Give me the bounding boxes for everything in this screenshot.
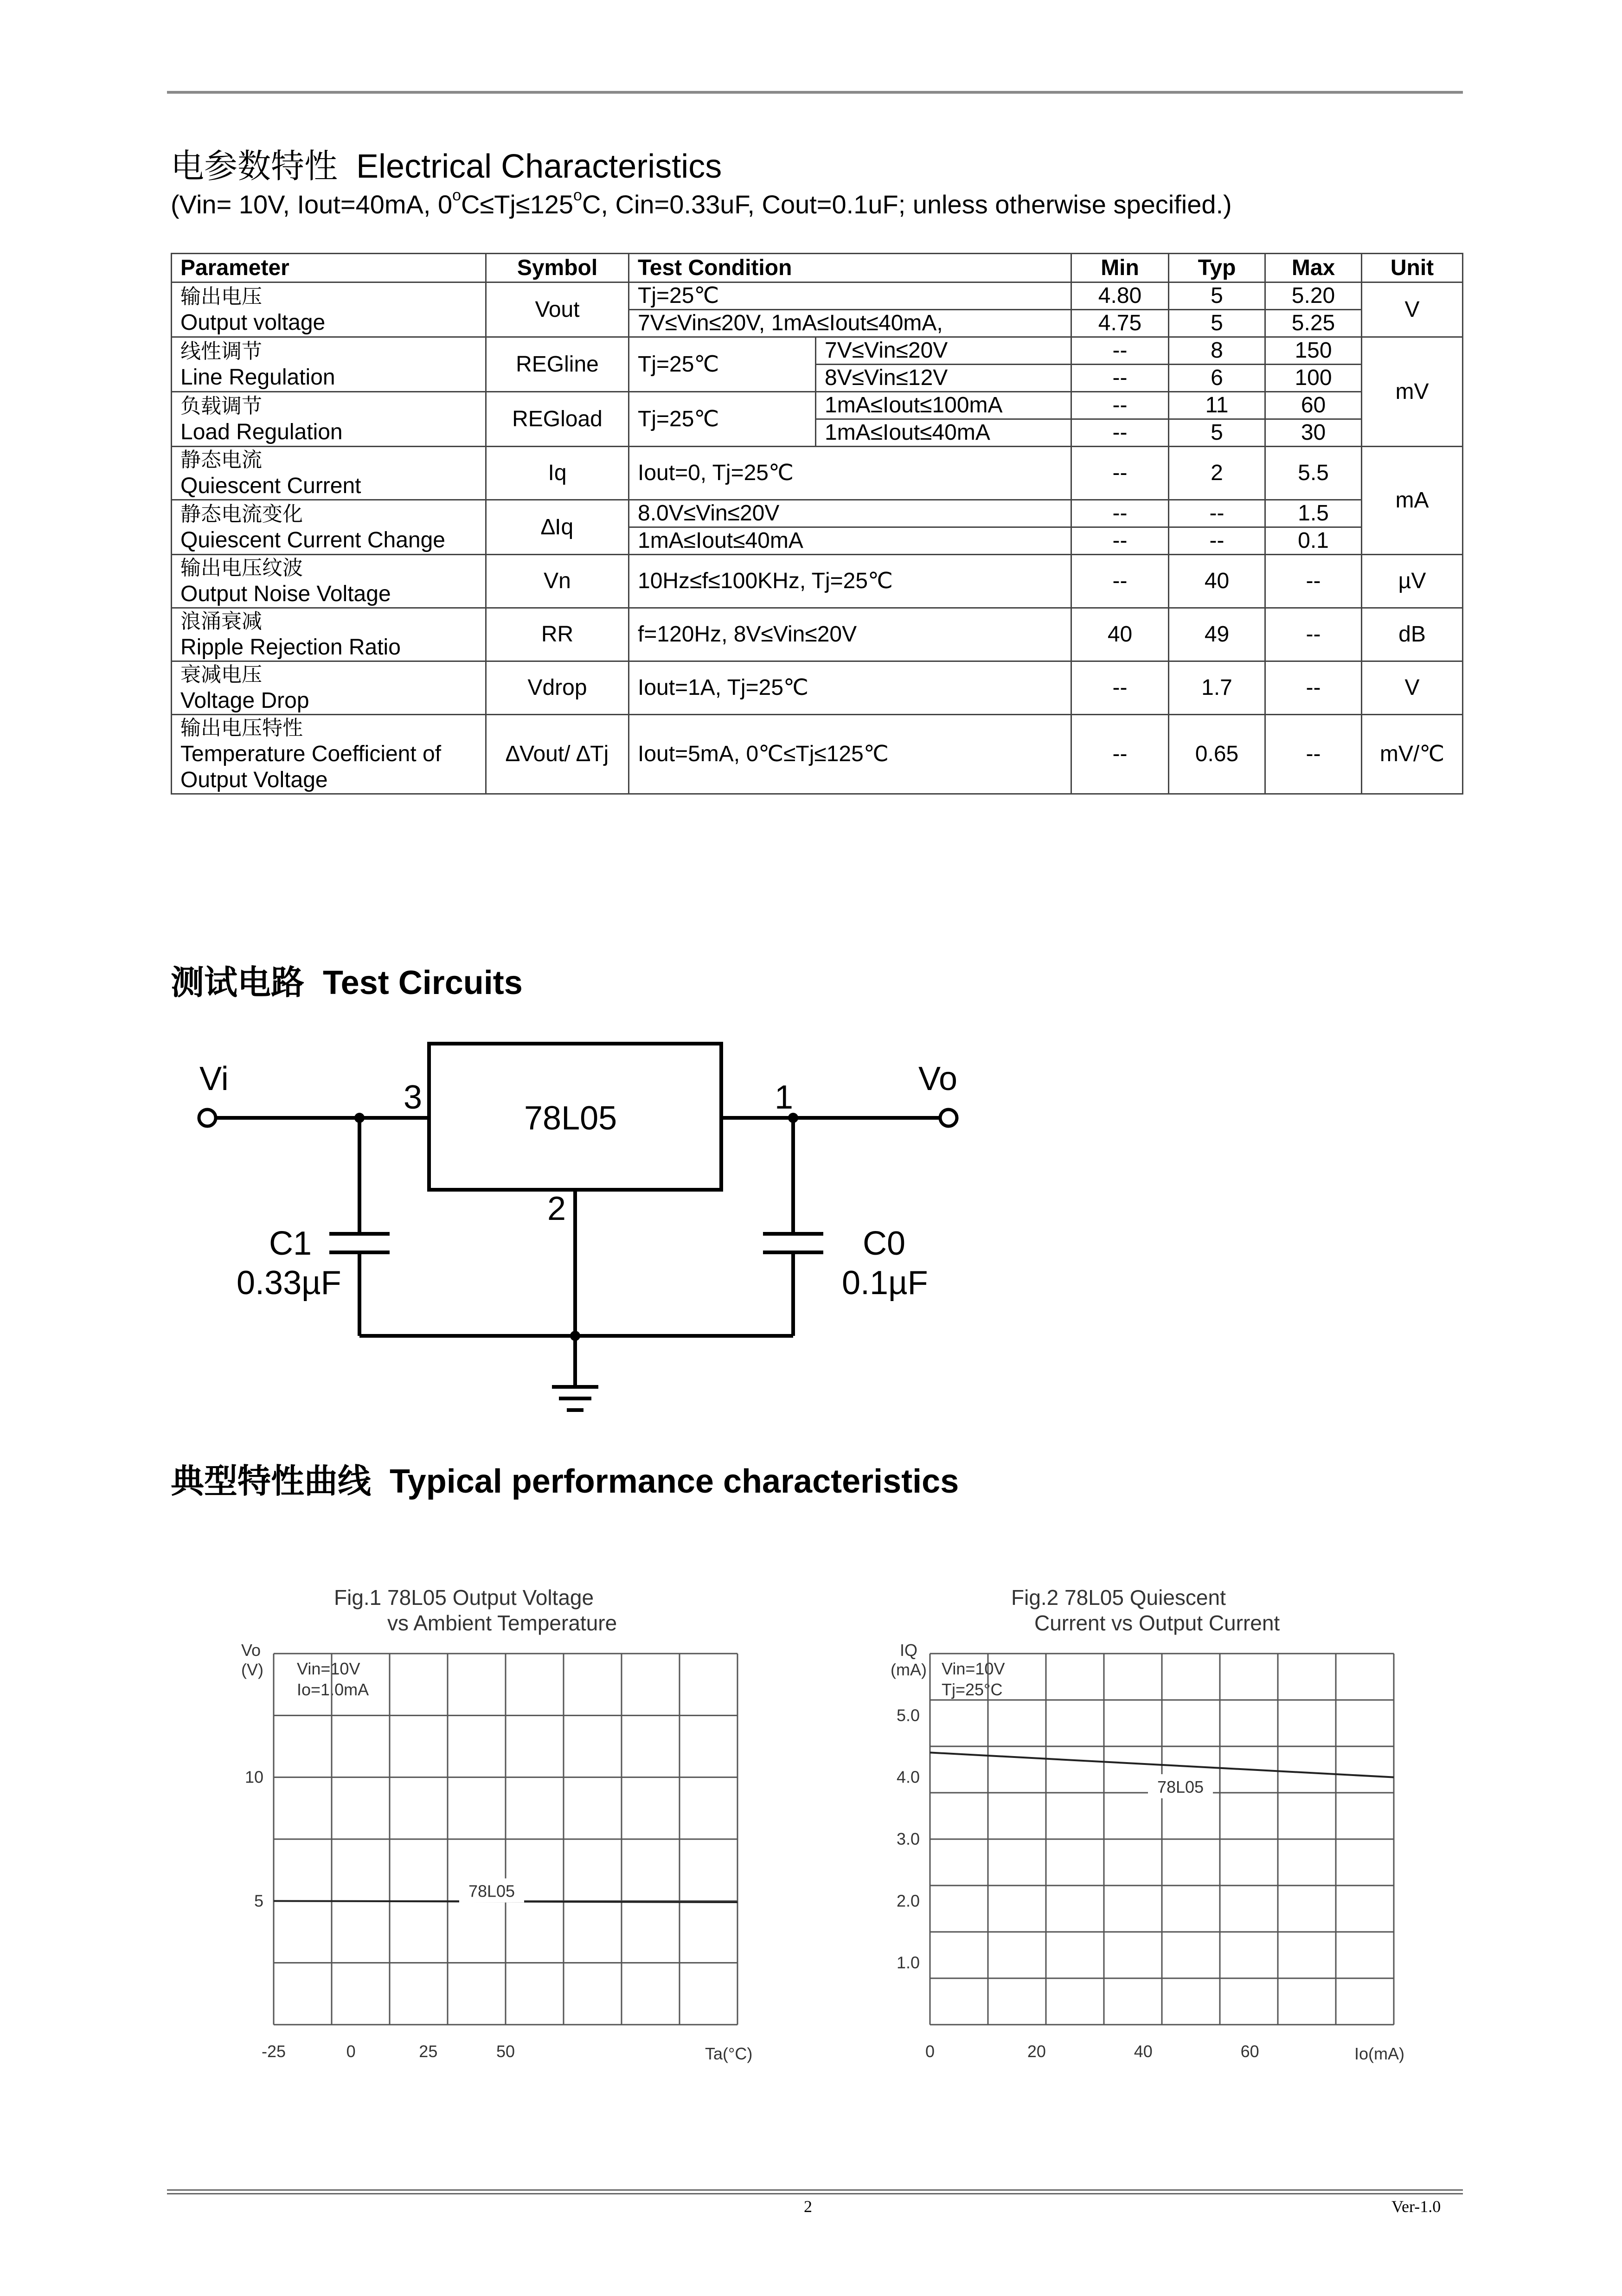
- y-tick-label: 5.0: [896, 1706, 920, 1725]
- param-cn: 输出电压: [180, 284, 262, 308]
- param-cn: 输出电压纹波: [180, 556, 303, 580]
- header-parameter: Parameter: [172, 254, 486, 282]
- condition-cell: f=120Hz, 8V≤Vin≤20V: [629, 608, 1071, 661]
- unit-cell: V: [1362, 282, 1463, 337]
- param-cn: 静态电流: [180, 448, 262, 472]
- fig2-annotation1: Vin=10V: [942, 1659, 1005, 1678]
- pin-out-label: 1: [775, 1079, 794, 1116]
- symbol-cell: Vdrop: [486, 661, 629, 715]
- fig1-xlabel: Ta(°C): [705, 2044, 753, 2063]
- fig2-subtitle: Current vs Output Current: [1034, 1611, 1280, 1635]
- conditions-sup2: o: [573, 186, 582, 205]
- fig2-yunit: (mA): [891, 1660, 927, 1679]
- conditions-part3: C, Cin=0.33uF, Cout=0.1uF; unless otherwise specified.): [582, 190, 1232, 219]
- unit-cell: mV: [1362, 337, 1463, 447]
- symbol-cell: Iq: [486, 447, 629, 500]
- test-circuits-title-cn: 测试电路: [171, 963, 305, 1002]
- y-tick-label: 10: [244, 1767, 263, 1787]
- param-en: Quiescent Current: [180, 474, 361, 498]
- param-cn: 衰减电压: [180, 663, 262, 686]
- param-en: Output Voltage: [180, 768, 328, 792]
- min-cell: --: [1071, 447, 1169, 500]
- param-line-regulation: [172, 337, 486, 392]
- fig1-annotation1: Vin=10V: [297, 1659, 360, 1678]
- param-en: Line Regulation: [180, 365, 335, 390]
- param-output-noise: [172, 555, 486, 608]
- param-cn: 线性调节: [180, 339, 262, 363]
- x-tick-label: 50: [496, 2042, 515, 2061]
- table-row: [172, 447, 1463, 500]
- y-tick-label: 4.0: [896, 1767, 920, 1787]
- fig1-yunit: (V): [241, 1660, 263, 1679]
- min-cell: 40: [1071, 608, 1169, 661]
- max-cell: --: [1265, 608, 1362, 661]
- min-cell: 4.80: [1071, 282, 1169, 310]
- param-ripple-rejection: [172, 608, 486, 661]
- typ-cell: --: [1169, 500, 1265, 527]
- electrical-title-en: Electrical Characteristics: [356, 148, 722, 185]
- ic-label: 78L05: [524, 1100, 617, 1137]
- fig1-subtitle: vs Ambient Temperature: [387, 1611, 617, 1635]
- conditions-sup1: o: [452, 186, 462, 205]
- test-circuits-title: [171, 956, 523, 1004]
- fig2-grid: [930, 1654, 1394, 2025]
- x-tick-label: 20: [1027, 2042, 1046, 2061]
- param-output-voltage: [172, 282, 486, 337]
- table-header-row: [172, 254, 1463, 282]
- condition-cell: Iout=1A, Tj=25℃: [629, 661, 1071, 715]
- typ-cell: 6: [1169, 365, 1265, 392]
- max-cell: 150: [1265, 337, 1362, 365]
- typ-cell: 2: [1169, 447, 1265, 500]
- min-cell: --: [1071, 392, 1169, 419]
- condition-cell: Iout=0, Tj=25℃: [629, 447, 1071, 500]
- max-cell: 5.20: [1265, 282, 1362, 310]
- table-row: [172, 337, 1463, 365]
- param-voltage-drop: [172, 661, 486, 715]
- x-tick-label: 60: [1240, 2042, 1259, 2061]
- conditions-part1: (Vin= 10V, Iout=40mA, 0: [171, 190, 453, 219]
- unit-cell: dB: [1362, 608, 1463, 661]
- typ-cell: 5: [1169, 310, 1265, 337]
- y-tick-label: 3.0: [896, 1829, 920, 1848]
- vo-label: Vo: [918, 1060, 958, 1097]
- param-en: Output Noise Voltage: [180, 582, 391, 606]
- param-cn: 负载调节: [180, 394, 262, 418]
- table-row: [172, 715, 1463, 794]
- unit-cell: mA: [1362, 447, 1463, 555]
- typical-title-en: Typical performance characteristics: [390, 1463, 959, 1500]
- fig1-title: Fig.1 78L05 Output Voltage: [334, 1585, 594, 1610]
- subcondition-cell: 8V≤Vin≤12V: [816, 365, 1071, 392]
- test-circuit-diagram: [186, 1020, 1020, 1438]
- y-tick-label: 5: [254, 1891, 263, 1911]
- min-cell: --: [1071, 715, 1169, 794]
- param-load-regulation: [172, 392, 486, 447]
- conditions-part2: C≤Tj≤125: [461, 190, 574, 219]
- min-cell: --: [1071, 527, 1169, 555]
- test-conditions: [171, 186, 1232, 219]
- header-symbol: Symbol: [486, 254, 629, 282]
- condition-cell: Tj=25℃: [629, 337, 816, 392]
- condition-cell: 7V≤Vin≤20V, 1mA≤Iout≤40mA,: [629, 310, 1071, 337]
- header-min: Min: [1071, 254, 1169, 282]
- symbol-cell: REGload: [486, 392, 629, 447]
- pin-gnd-label: 2: [547, 1190, 566, 1227]
- subcondition-cell: 7V≤Vin≤20V: [816, 337, 1071, 365]
- min-cell: 4.75: [1071, 310, 1169, 337]
- min-cell: --: [1071, 555, 1169, 608]
- bottom-rule: [167, 2189, 1463, 2191]
- fig2-chart: [881, 1577, 1466, 2083]
- unit-cell: µV: [1362, 555, 1463, 608]
- min-cell: --: [1071, 419, 1169, 447]
- max-cell: 5.5: [1265, 447, 1362, 500]
- param-cn: 输出电压特性: [180, 716, 303, 740]
- junction-dot: [354, 1113, 365, 1123]
- table-row: [172, 608, 1463, 661]
- min-cell: --: [1071, 365, 1169, 392]
- max-cell: 30: [1265, 419, 1362, 447]
- table-row: [172, 282, 1463, 310]
- symbol-cell: RR: [486, 608, 629, 661]
- typ-cell: 0.65: [1169, 715, 1265, 794]
- c1-value: 0.33µF: [237, 1264, 341, 1302]
- param-en: Temperature Coefficient of: [180, 742, 442, 766]
- fig1-grid: [274, 1654, 737, 2025]
- symbol-cell: Vout: [486, 282, 629, 337]
- unit-cell: V: [1362, 661, 1463, 715]
- max-cell: 1.5: [1265, 500, 1362, 527]
- vo-terminal: [940, 1110, 957, 1126]
- c1-name: C1: [269, 1225, 312, 1262]
- typ-cell: 11: [1169, 392, 1265, 419]
- param-cn: 浪涌衰减: [180, 609, 262, 633]
- condition-cell: 1mA≤Iout≤40mA: [629, 527, 1071, 555]
- fig1-ylabel: Vo: [241, 1641, 261, 1660]
- x-tick-label: -25: [261, 2042, 286, 2061]
- param-quiescent-current: [172, 447, 486, 500]
- c0-name: C0: [863, 1225, 906, 1262]
- typ-cell: --: [1169, 527, 1265, 555]
- typ-cell: 40: [1169, 555, 1265, 608]
- min-cell: --: [1071, 337, 1169, 365]
- fig2-annotation2: Tj=25°C: [942, 1680, 1003, 1699]
- condition-cell: Iout=5mA, 0℃≤Tj≤125℃: [629, 715, 1071, 794]
- max-cell: --: [1265, 661, 1362, 715]
- table-row: [172, 661, 1463, 715]
- typ-cell: 5: [1169, 419, 1265, 447]
- symbol-cell: Vn: [486, 555, 629, 608]
- min-cell: --: [1071, 500, 1169, 527]
- x-tick-label: 40: [1134, 2042, 1153, 2061]
- param-en: Load Regulation: [180, 419, 343, 444]
- param-en: Voltage Drop: [180, 688, 309, 713]
- typ-cell: 49: [1169, 608, 1265, 661]
- test-circuits-title-en: Test Circuits: [323, 964, 523, 1001]
- electrical-title: [171, 139, 722, 187]
- condition-cell: 8.0V≤Vin≤20V: [629, 500, 1071, 527]
- vi-label: Vi: [199, 1060, 229, 1097]
- condition-cell: Tj=25℃: [629, 282, 1071, 310]
- x-tick-label: 0: [925, 2042, 935, 2061]
- param-en: Ripple Rejection Ratio: [180, 635, 401, 660]
- table-row: [172, 500, 1463, 527]
- fig2-ylabel: IQ: [900, 1641, 918, 1660]
- fig1-annotation2: Io=1.0mA: [297, 1680, 369, 1699]
- max-cell: 0.1: [1265, 527, 1362, 555]
- electrical-title-cn: 电参数特性: [171, 147, 338, 186]
- fig2-xlabel: Io(mA): [1354, 2044, 1404, 2063]
- max-cell: --: [1265, 555, 1362, 608]
- series-label: 78L05: [468, 1881, 515, 1901]
- condition-cell: Tj=25℃: [629, 392, 816, 447]
- typical-title-cn: 典型特性曲线: [171, 1462, 372, 1501]
- header-max: Max: [1265, 254, 1362, 282]
- symbol-cell: ∆Vout/ ∆Tj: [486, 715, 629, 794]
- table-row: [172, 555, 1463, 608]
- fig1-chart: [223, 1577, 807, 2083]
- junction-dot: [570, 1331, 580, 1341]
- electrical-table: [171, 253, 1463, 795]
- param-en: Quiescent Current Change: [180, 527, 445, 552]
- typ-cell: 1.7: [1169, 661, 1265, 715]
- y-tick-label: 1.0: [896, 1953, 920, 1972]
- vi-terminal: [199, 1110, 216, 1126]
- param-temperature-coefficient: [172, 715, 486, 794]
- condition-cell: 10Hz≤f≤100KHz, Tj=25℃: [629, 555, 1071, 608]
- top-rule: [167, 91, 1463, 94]
- symbol-cell: ∆Iq: [486, 500, 629, 555]
- header-typ: Typ: [1169, 254, 1265, 282]
- y-tick-label: 2.0: [896, 1891, 920, 1911]
- header-test-condition: Test Condition: [629, 254, 1071, 282]
- header-unit: Unit: [1362, 254, 1463, 282]
- max-cell: 60: [1265, 392, 1362, 419]
- max-cell: --: [1265, 715, 1362, 794]
- subcondition-cell: 1mA≤Iout≤100mA: [816, 392, 1071, 419]
- x-tick-label: 0: [346, 2042, 356, 2061]
- page-number: 2: [804, 2197, 812, 2216]
- symbol-cell: REGline: [486, 337, 629, 392]
- typ-cell: 8: [1169, 337, 1265, 365]
- param-en: Output voltage: [180, 310, 326, 335]
- version-label: Ver-1.0: [1391, 2197, 1441, 2216]
- unit-cell: mV/℃: [1362, 715, 1463, 794]
- param-cn: 静态电流变化: [180, 502, 303, 526]
- fig2-title: Fig.2 78L05 Quiescent: [1011, 1585, 1226, 1610]
- max-cell: 5.25: [1265, 310, 1362, 337]
- subcondition-cell: 1mA≤Iout≤40mA: [816, 419, 1071, 447]
- param-quiescent-current-change: [172, 500, 486, 555]
- max-cell: 100: [1265, 365, 1362, 392]
- bottom-rule: [167, 2193, 1463, 2194]
- pin-in-label: 3: [404, 1079, 423, 1116]
- series-label: 78L05: [1157, 1777, 1204, 1796]
- x-tick-label: 25: [419, 2042, 438, 2061]
- table-row: [172, 392, 1463, 419]
- typical-title: [171, 1454, 959, 1502]
- c0-value: 0.1µF: [842, 1264, 928, 1302]
- min-cell: --: [1071, 661, 1169, 715]
- typ-cell: 5: [1169, 282, 1265, 310]
